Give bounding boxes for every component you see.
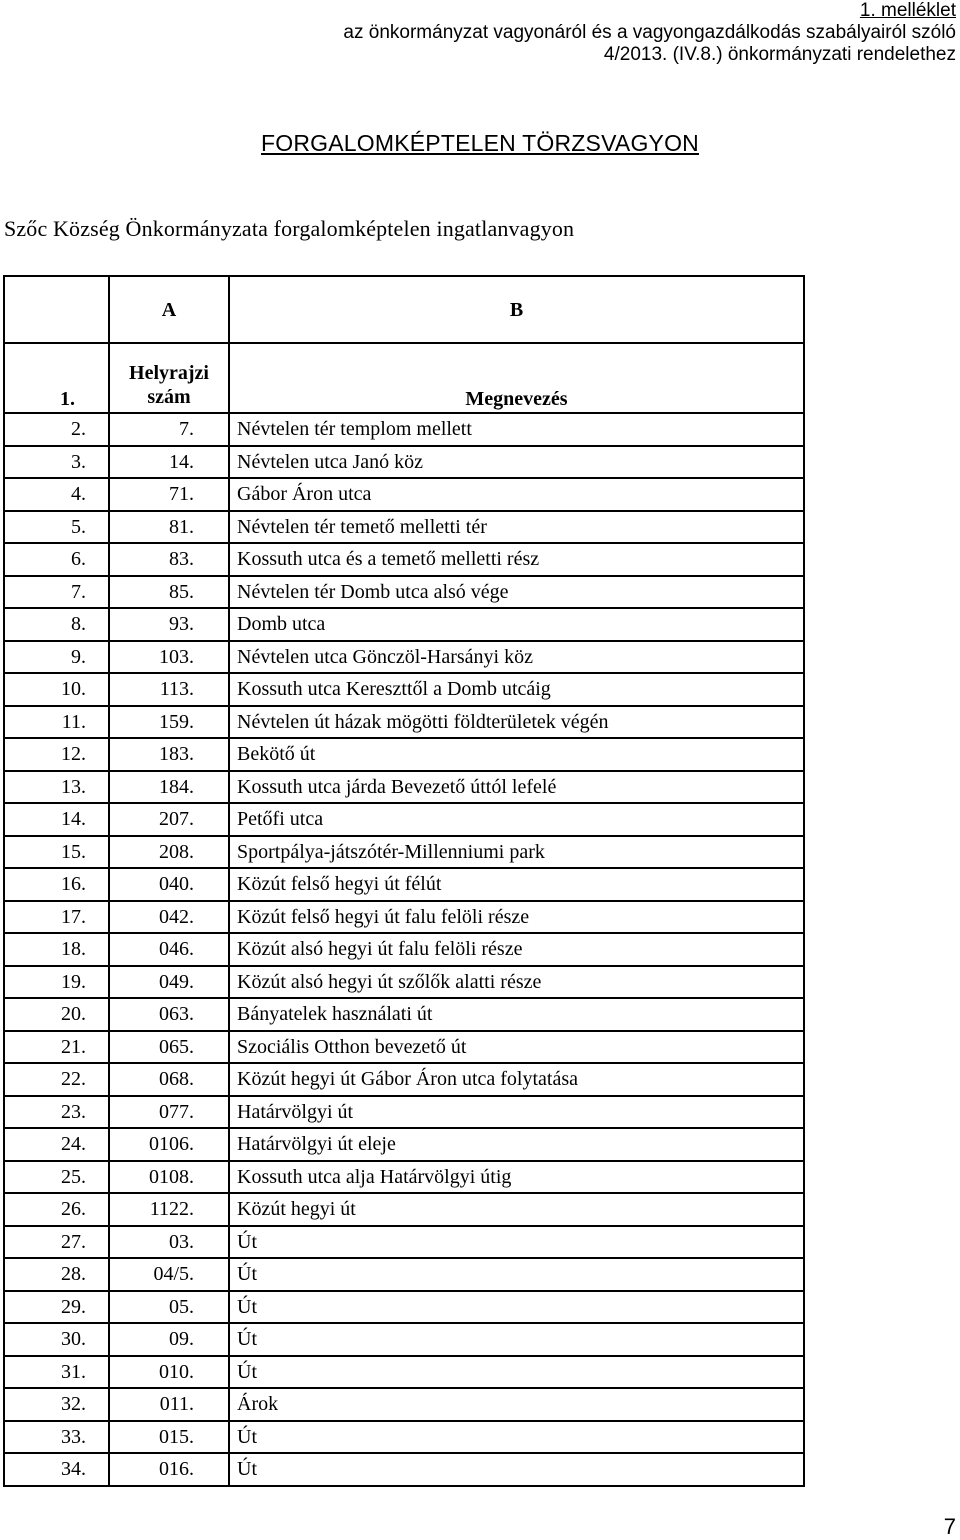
name-cell: Közút alsó hegyi út falu felöli része [229, 933, 804, 966]
row-number: 33. [4, 1421, 109, 1454]
table-row [4, 608, 804, 641]
table-row [4, 868, 804, 901]
row-number: 26. [4, 1193, 109, 1226]
table-row [4, 933, 804, 966]
row-number: 32. [4, 1388, 109, 1421]
table-row [4, 1096, 804, 1129]
column-letter-b: B [229, 276, 804, 343]
hrsz-cell: 011. [109, 1388, 229, 1421]
table-row [4, 706, 804, 739]
row-number: 4. [4, 478, 109, 511]
name-cell: Szociális Otthon bevezető út [229, 1031, 804, 1064]
name-cell: Közút hegyi út Gábor Áron utca folytatása [229, 1063, 804, 1096]
table-row [4, 1128, 804, 1161]
name-cell: Út [229, 1258, 804, 1291]
name-cell: Kossuth utca alja Határvölgyi útig [229, 1161, 804, 1194]
name-cell: Kossuth utca járda Bevezető úttól lefelé [229, 771, 804, 804]
hrsz-cell: 09. [109, 1323, 229, 1356]
hrsz-cell: 063. [109, 998, 229, 1031]
row-number: 24. [4, 1128, 109, 1161]
row-number: 11. [4, 706, 109, 739]
row-number: 2. [4, 413, 109, 446]
hrsz-cell: 05. [109, 1291, 229, 1324]
name-cell: Közút alsó hegyi út szőlők alatti része [229, 966, 804, 999]
row-number: 31. [4, 1356, 109, 1389]
hrsz-cell: 065. [109, 1031, 229, 1064]
row-number: 19. [4, 966, 109, 999]
row-number: 3. [4, 446, 109, 479]
name-cell: Névtelen utca Janó köz [229, 446, 804, 479]
row-number: 21. [4, 1031, 109, 1064]
name-cell: Sportpálya-játszótér-Millenniumi park [229, 836, 804, 869]
name-cell: Gábor Áron utca [229, 478, 804, 511]
row-number: 8. [4, 608, 109, 641]
name-cell: Petőfi utca [229, 803, 804, 836]
hrsz-cell: 103. [109, 641, 229, 674]
hrsz-cell: 207. [109, 803, 229, 836]
name-cell: Határvölgyi út eleje [229, 1128, 804, 1161]
name-cell: Bekötő út [229, 738, 804, 771]
name-cell: Út [229, 1291, 804, 1324]
row-number: 16. [4, 868, 109, 901]
name-cell: Névtelen tér templom mellett [229, 413, 804, 446]
hrsz-cell: 7. [109, 413, 229, 446]
table-row [4, 1161, 804, 1194]
hrsz-cell: 85. [109, 576, 229, 609]
table-row [4, 1323, 804, 1356]
row-number: 22. [4, 1063, 109, 1096]
hrsz-cell: 040. [109, 868, 229, 901]
hrsz-cell: 183. [109, 738, 229, 771]
property-table [3, 275, 805, 1487]
table-row [4, 1063, 804, 1096]
row-number: 15. [4, 836, 109, 869]
header-row-number: 1. [4, 343, 109, 413]
header-hrsz-line2: szám [147, 386, 191, 408]
table-row [4, 1356, 804, 1389]
annex-label: 1. melléklet [859, 0, 956, 21]
table-row [4, 738, 804, 771]
header-line-3: 4/2013. (IV.8.) önkormányzati rendelethez [603, 44, 956, 65]
name-cell: Út [229, 1421, 804, 1454]
table-row [4, 836, 804, 869]
document-title: FORGALOMKÉPTELEN TÖRZSVAGYON [261, 130, 699, 156]
row-number: 14. [4, 803, 109, 836]
name-cell: Határvölgyi út [229, 1096, 804, 1129]
table-row [4, 803, 804, 836]
table-row [4, 771, 804, 804]
hrsz-cell: 14. [109, 446, 229, 479]
hrsz-cell: 184. [109, 771, 229, 804]
table-row [4, 901, 804, 934]
hrsz-cell: 046. [109, 933, 229, 966]
header-hrsz-line1: Helyrajzi [129, 362, 209, 384]
table-header-row [4, 343, 804, 413]
table-row [4, 543, 804, 576]
name-cell: Közút hegyi út [229, 1193, 804, 1226]
hrsz-cell: 81. [109, 511, 229, 544]
name-cell: Út [229, 1356, 804, 1389]
name-cell: Kossuth utca és a temető melletti rész [229, 543, 804, 576]
row-number: 9. [4, 641, 109, 674]
column-letter-empty [4, 276, 109, 343]
name-cell: Névtelen út házak mögötti földterületek végén [229, 706, 804, 739]
document-subtitle: Szőc Község Önkormányzata forgalomképtelen ingatlanvagyon [4, 216, 575, 241]
row-number: 5. [4, 511, 109, 544]
hrsz-cell: 0106. [109, 1128, 229, 1161]
table-row [4, 1031, 804, 1064]
hrsz-cell: 113. [109, 673, 229, 706]
document-header [343, 0, 956, 66]
row-number: 13. [4, 771, 109, 804]
page-number: 7 [943, 1514, 956, 1539]
name-cell: Névtelen tér Domb utca alsó vége [229, 576, 804, 609]
name-cell: Út [229, 1226, 804, 1259]
name-cell: Domb utca [229, 608, 804, 641]
row-number: 10. [4, 673, 109, 706]
hrsz-cell: 015. [109, 1421, 229, 1454]
header-line-2: az önkormányzat vagyonáról és a vagyongazdálkodás szabályairól szóló [343, 22, 956, 43]
name-cell: Árok [229, 1388, 804, 1421]
table-row [4, 446, 804, 479]
header-hrsz [109, 343, 229, 413]
hrsz-cell: 208. [109, 836, 229, 869]
table-row [4, 1421, 804, 1454]
hrsz-cell: 010. [109, 1356, 229, 1389]
table-row [4, 413, 804, 446]
row-number: 17. [4, 901, 109, 934]
name-cell: Névtelen tér temető melletti tér [229, 511, 804, 544]
hrsz-cell: 1122. [109, 1193, 229, 1226]
row-number: 34. [4, 1453, 109, 1486]
hrsz-cell: 83. [109, 543, 229, 576]
hrsz-cell: 042. [109, 901, 229, 934]
row-number: 25. [4, 1161, 109, 1194]
row-number: 23. [4, 1096, 109, 1129]
column-letter-a: A [109, 276, 229, 343]
table-row [4, 1258, 804, 1291]
hrsz-cell: 068. [109, 1063, 229, 1096]
name-cell: Bányatelek használati út [229, 998, 804, 1031]
row-number: 29. [4, 1291, 109, 1324]
row-number: 30. [4, 1323, 109, 1356]
table-row [4, 1291, 804, 1324]
hrsz-cell: 077. [109, 1096, 229, 1129]
row-number: 27. [4, 1226, 109, 1259]
hrsz-cell: 016. [109, 1453, 229, 1486]
hrsz-cell: 159. [109, 706, 229, 739]
row-number: 12. [4, 738, 109, 771]
name-cell: Névtelen utca Gönczöl-Harsányi köz [229, 641, 804, 674]
header-name: Megnevezés [229, 343, 804, 413]
hrsz-cell: 93. [109, 608, 229, 641]
name-cell: Közút felső hegyi út falu felöli része [229, 901, 804, 934]
row-number: 18. [4, 933, 109, 966]
table-row [4, 478, 804, 511]
table-row [4, 1226, 804, 1259]
hrsz-cell: 04/5. [109, 1258, 229, 1291]
row-number: 6. [4, 543, 109, 576]
row-number: 7. [4, 576, 109, 609]
name-cell: Út [229, 1453, 804, 1486]
row-number: 20. [4, 998, 109, 1031]
column-letter-row [4, 276, 804, 343]
name-cell: Kossuth utca Kereszttől a Domb utcáig [229, 673, 804, 706]
name-cell: Út [229, 1323, 804, 1356]
table-row [4, 576, 804, 609]
table-row [4, 998, 804, 1031]
hrsz-cell: 0108. [109, 1161, 229, 1194]
hrsz-cell: 71. [109, 478, 229, 511]
table-row [4, 966, 804, 999]
hrsz-cell: 03. [109, 1226, 229, 1259]
table-row [4, 1193, 804, 1226]
table-row [4, 641, 804, 674]
hrsz-cell: 049. [109, 966, 229, 999]
table-row [4, 1388, 804, 1421]
name-cell: Közút felső hegyi út félút [229, 868, 804, 901]
row-number: 28. [4, 1258, 109, 1291]
table-row [4, 673, 804, 706]
table-row [4, 511, 804, 544]
table-row [4, 1453, 804, 1486]
